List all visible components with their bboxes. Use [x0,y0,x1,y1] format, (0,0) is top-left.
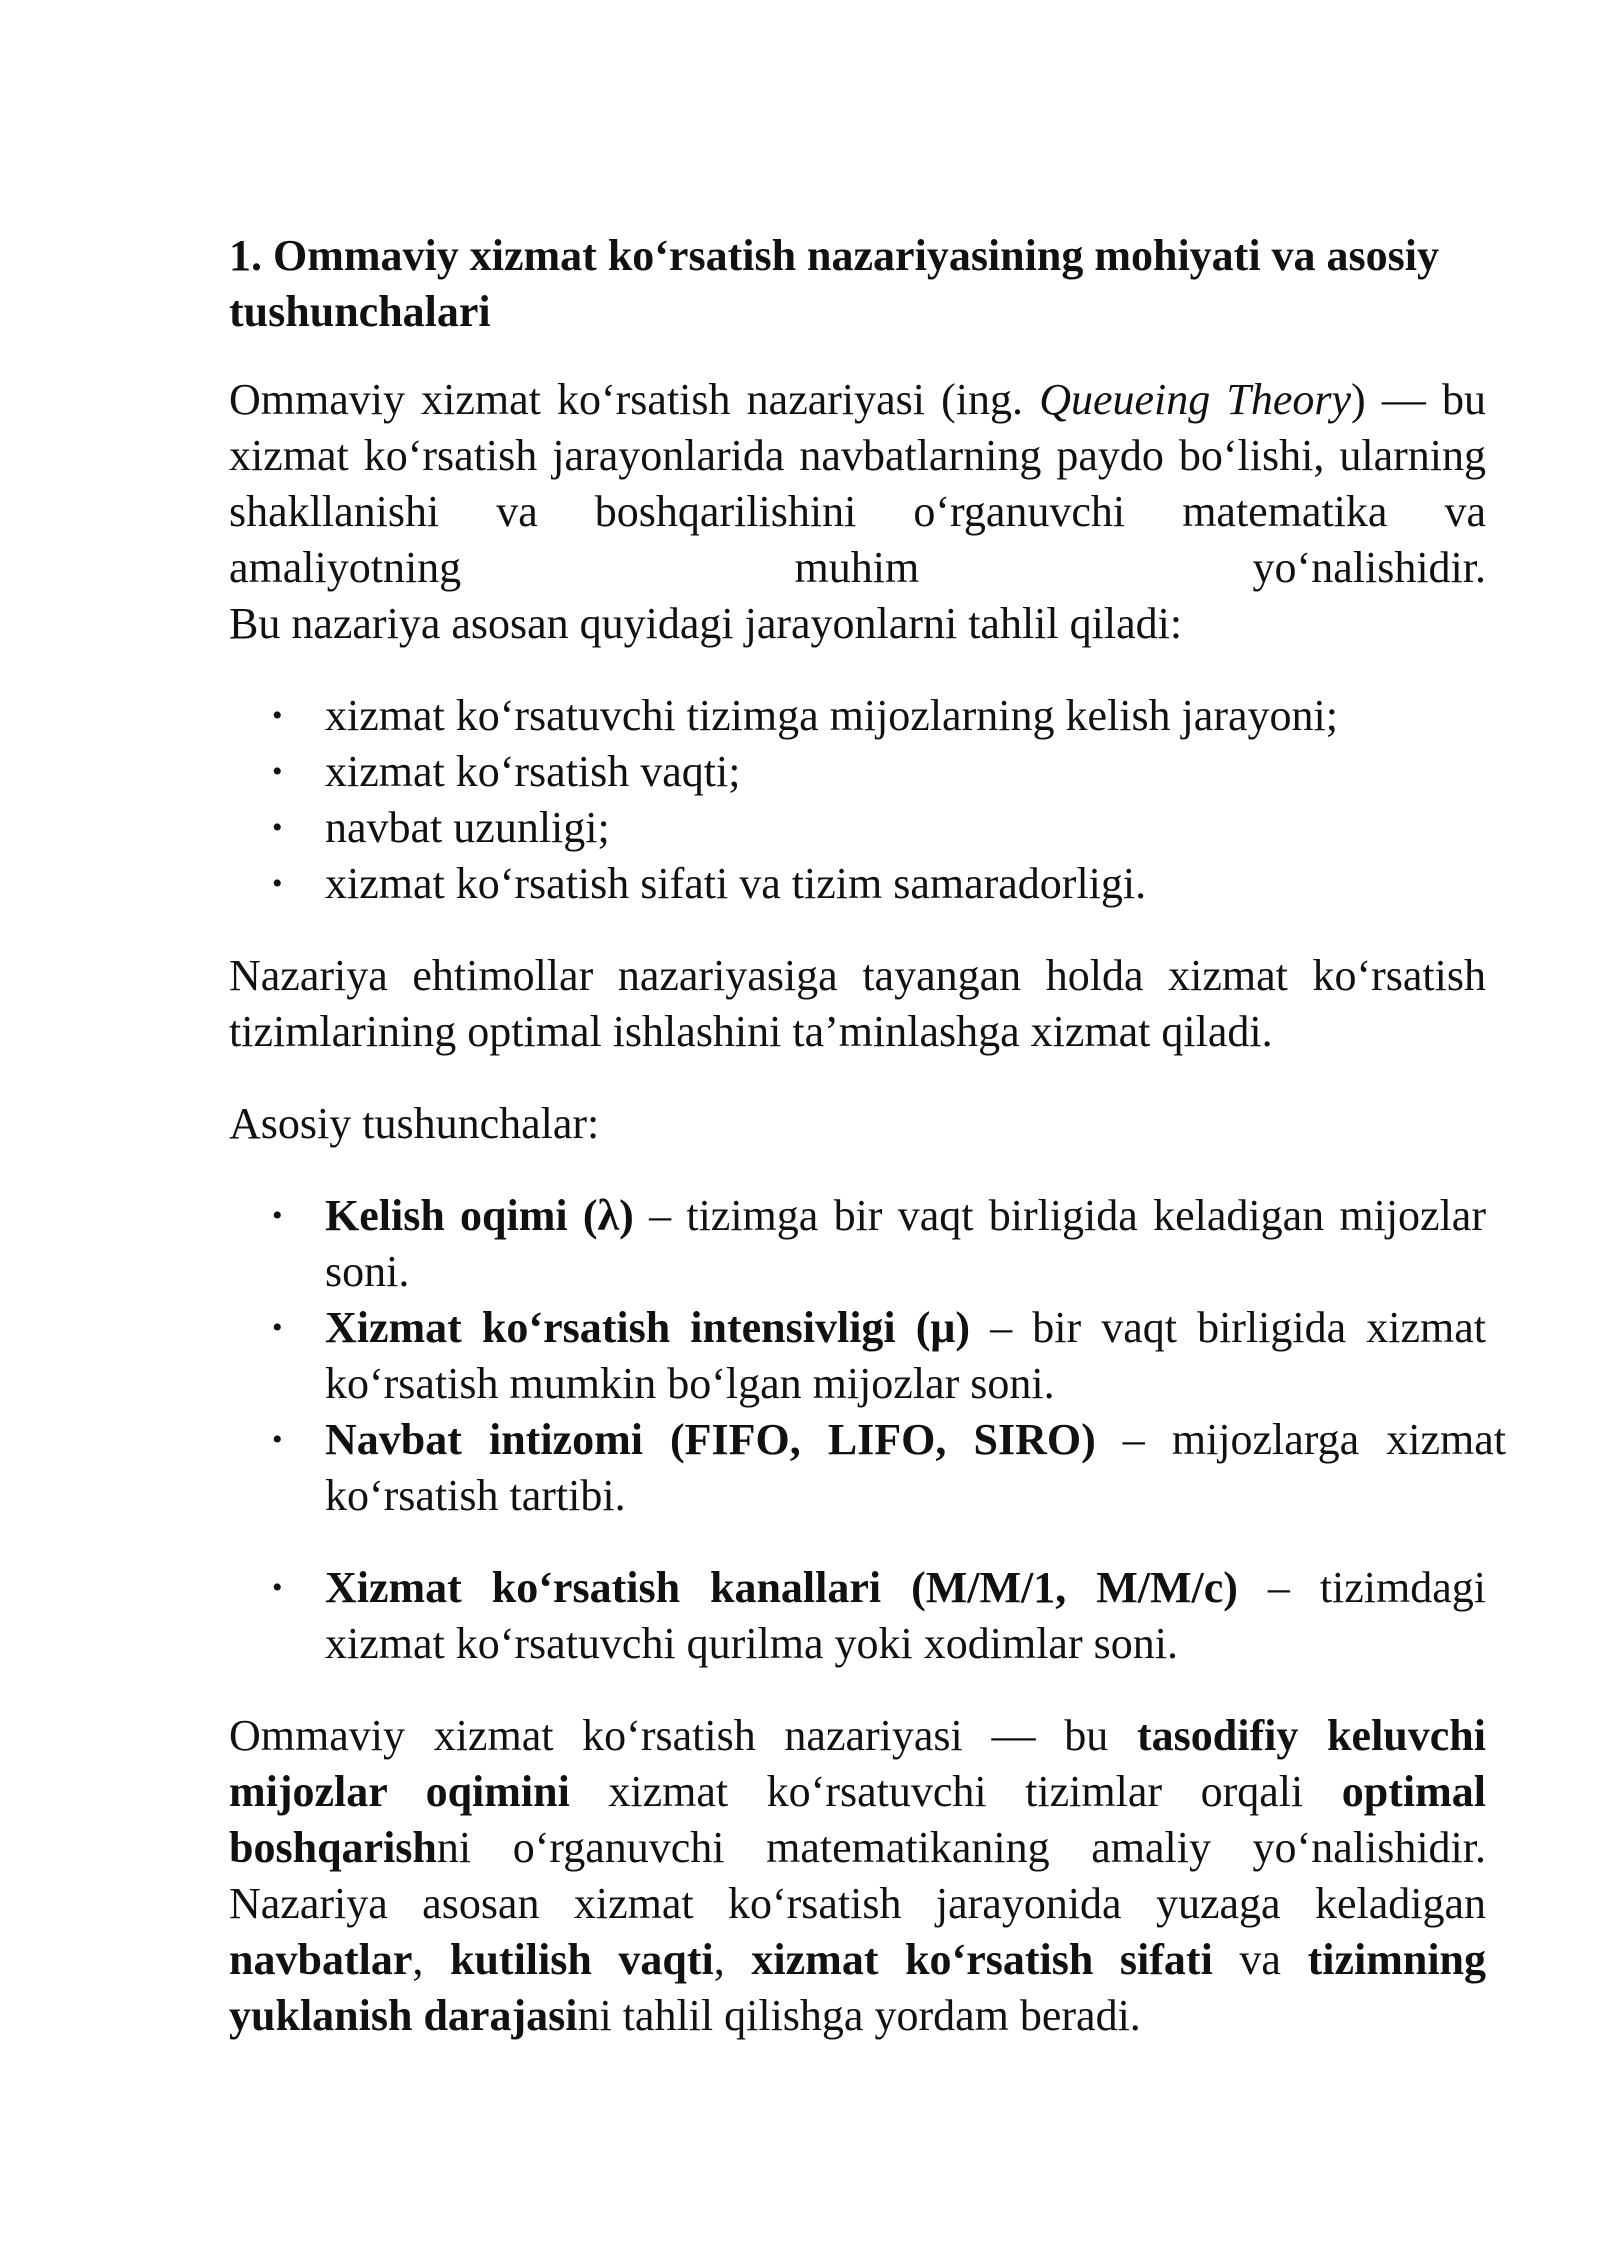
concept-term: Xizmat ko‘rsatish intensivligi (μ) [325,1303,971,1352]
section-heading: 1. Ommaviy xizmat ko‘rsatish nazariyasining mohiyati va asosiy tushunchalari [229,231,1440,336]
concepts-label: Asosiy tushunchalar: [229,1099,600,1148]
list-item: • navbat uzunligi; [229,800,1486,856]
list-item: • xizmat ko‘rsatuvchi tizimga mijozlarning kelish jarayoni; [229,688,1486,744]
concept-item [229,1412,1506,1524]
emphasis: navbatlar [229,1935,413,1984]
concept-item [229,1188,1486,1300]
bullet-icon: • [272,755,283,788]
concept-item [229,1560,1486,1672]
bullet-icon: • [272,1423,283,1456]
list-item: • xizmat ko‘rsatish sifati va tizim samaradorligi. [229,856,1486,912]
emphasis: optimal boshqarish [229,1767,1486,1872]
bullet-icon: • [272,1311,283,1344]
conclusion-paragraph: Ommaviy xizmat ko‘rsatish nazariyasi — bu tasodifiy keluvchi mijozlar oqimini xizmat ko‘rsatuvchi tizimlar orqali optimal boshqarishni o‘rganuvchi matematikaning amaliy yo‘nalishidir. Nazariya asosan xizmat ko‘rsatish jarayonida yuzaga keladigan navbatlar, kutilish vaqti, xizmat ko‘rsatish sifati va tizimning yuklanish darajasini tahlil qilishga yordam beradi. [229,1711,1487,2040]
bullet-icon: • [272,1571,283,1604]
emphasis: kutilish vaqti [449,1935,714,1984]
intro-paragraph [229,372,1486,652]
bullet-icon: • [272,699,283,732]
concept-desc: – tizimga bir vaqt birligida keladigan mijozlar soni. [325,1191,1486,1296]
document-page [229,228,1506,2080]
intro-text-part3: Bu nazariya asosan quyidagi jarayonlarni tahlil qiladi: [229,599,1183,648]
bullet-icon: • [272,811,283,844]
concept-term: Navbat intizomi (FIFO, LIFO, SIRO) [325,1415,1096,1464]
bullet-icon: • [272,1199,283,1232]
process-list [229,688,1486,912]
intro-term: Queueing Theory [1039,375,1352,424]
intro-text-part1: Ommaviy xizmat ko‘rsatish nazariyasi (ing. [229,375,1040,424]
concept-term: Xizmat ko‘rsatish kanallari (M/M/1, M/M/c) [325,1563,1238,1612]
concept-desc: – tizimdagi xizmat ko‘rsatuvchi qurilma yoki xodimlar soni. [325,1563,1486,1668]
emphasis: xizmat ko‘rsatish sifati [751,1935,1213,1984]
concept-desc: – mijozlarga xizmat ko‘rsatish tartibi. [325,1415,1506,1520]
concept-desc: – bir vaqt birligida xizmat ko‘rsatish mumkin bo‘lgan mijozlar soni. [325,1303,1486,1408]
bullet-icon: • [272,867,283,900]
intro-text-part2: ) — bu xizmat ko‘rsatish jarayonlarida navbatlarning paydo bo‘lishi, ularning shakllanishi va boshqarilishini o‘rganuvchi matematika va amaliyotning muhim yo‘nalishidir. [229,375,1486,592]
list-item: • xizmat ko‘rsatish vaqti; [229,744,1486,800]
theory-paragraph: Nazariya ehtimollar nazariyasiga tayangan holda xizmat ko‘rsatish tizimlarining optimal ishlashini ta’minlashga xizmat qiladi. [229,951,1486,1056]
emphasis: tizimning yuklanish darajasi [229,1935,1487,2040]
emphasis: tasodifiy keluvchi mijozlar oqimini [229,1711,1486,1816]
concept-term: Kelish oqimi (λ) [325,1191,634,1240]
concepts-list [229,1188,1506,1672]
concept-item [229,1300,1486,1412]
